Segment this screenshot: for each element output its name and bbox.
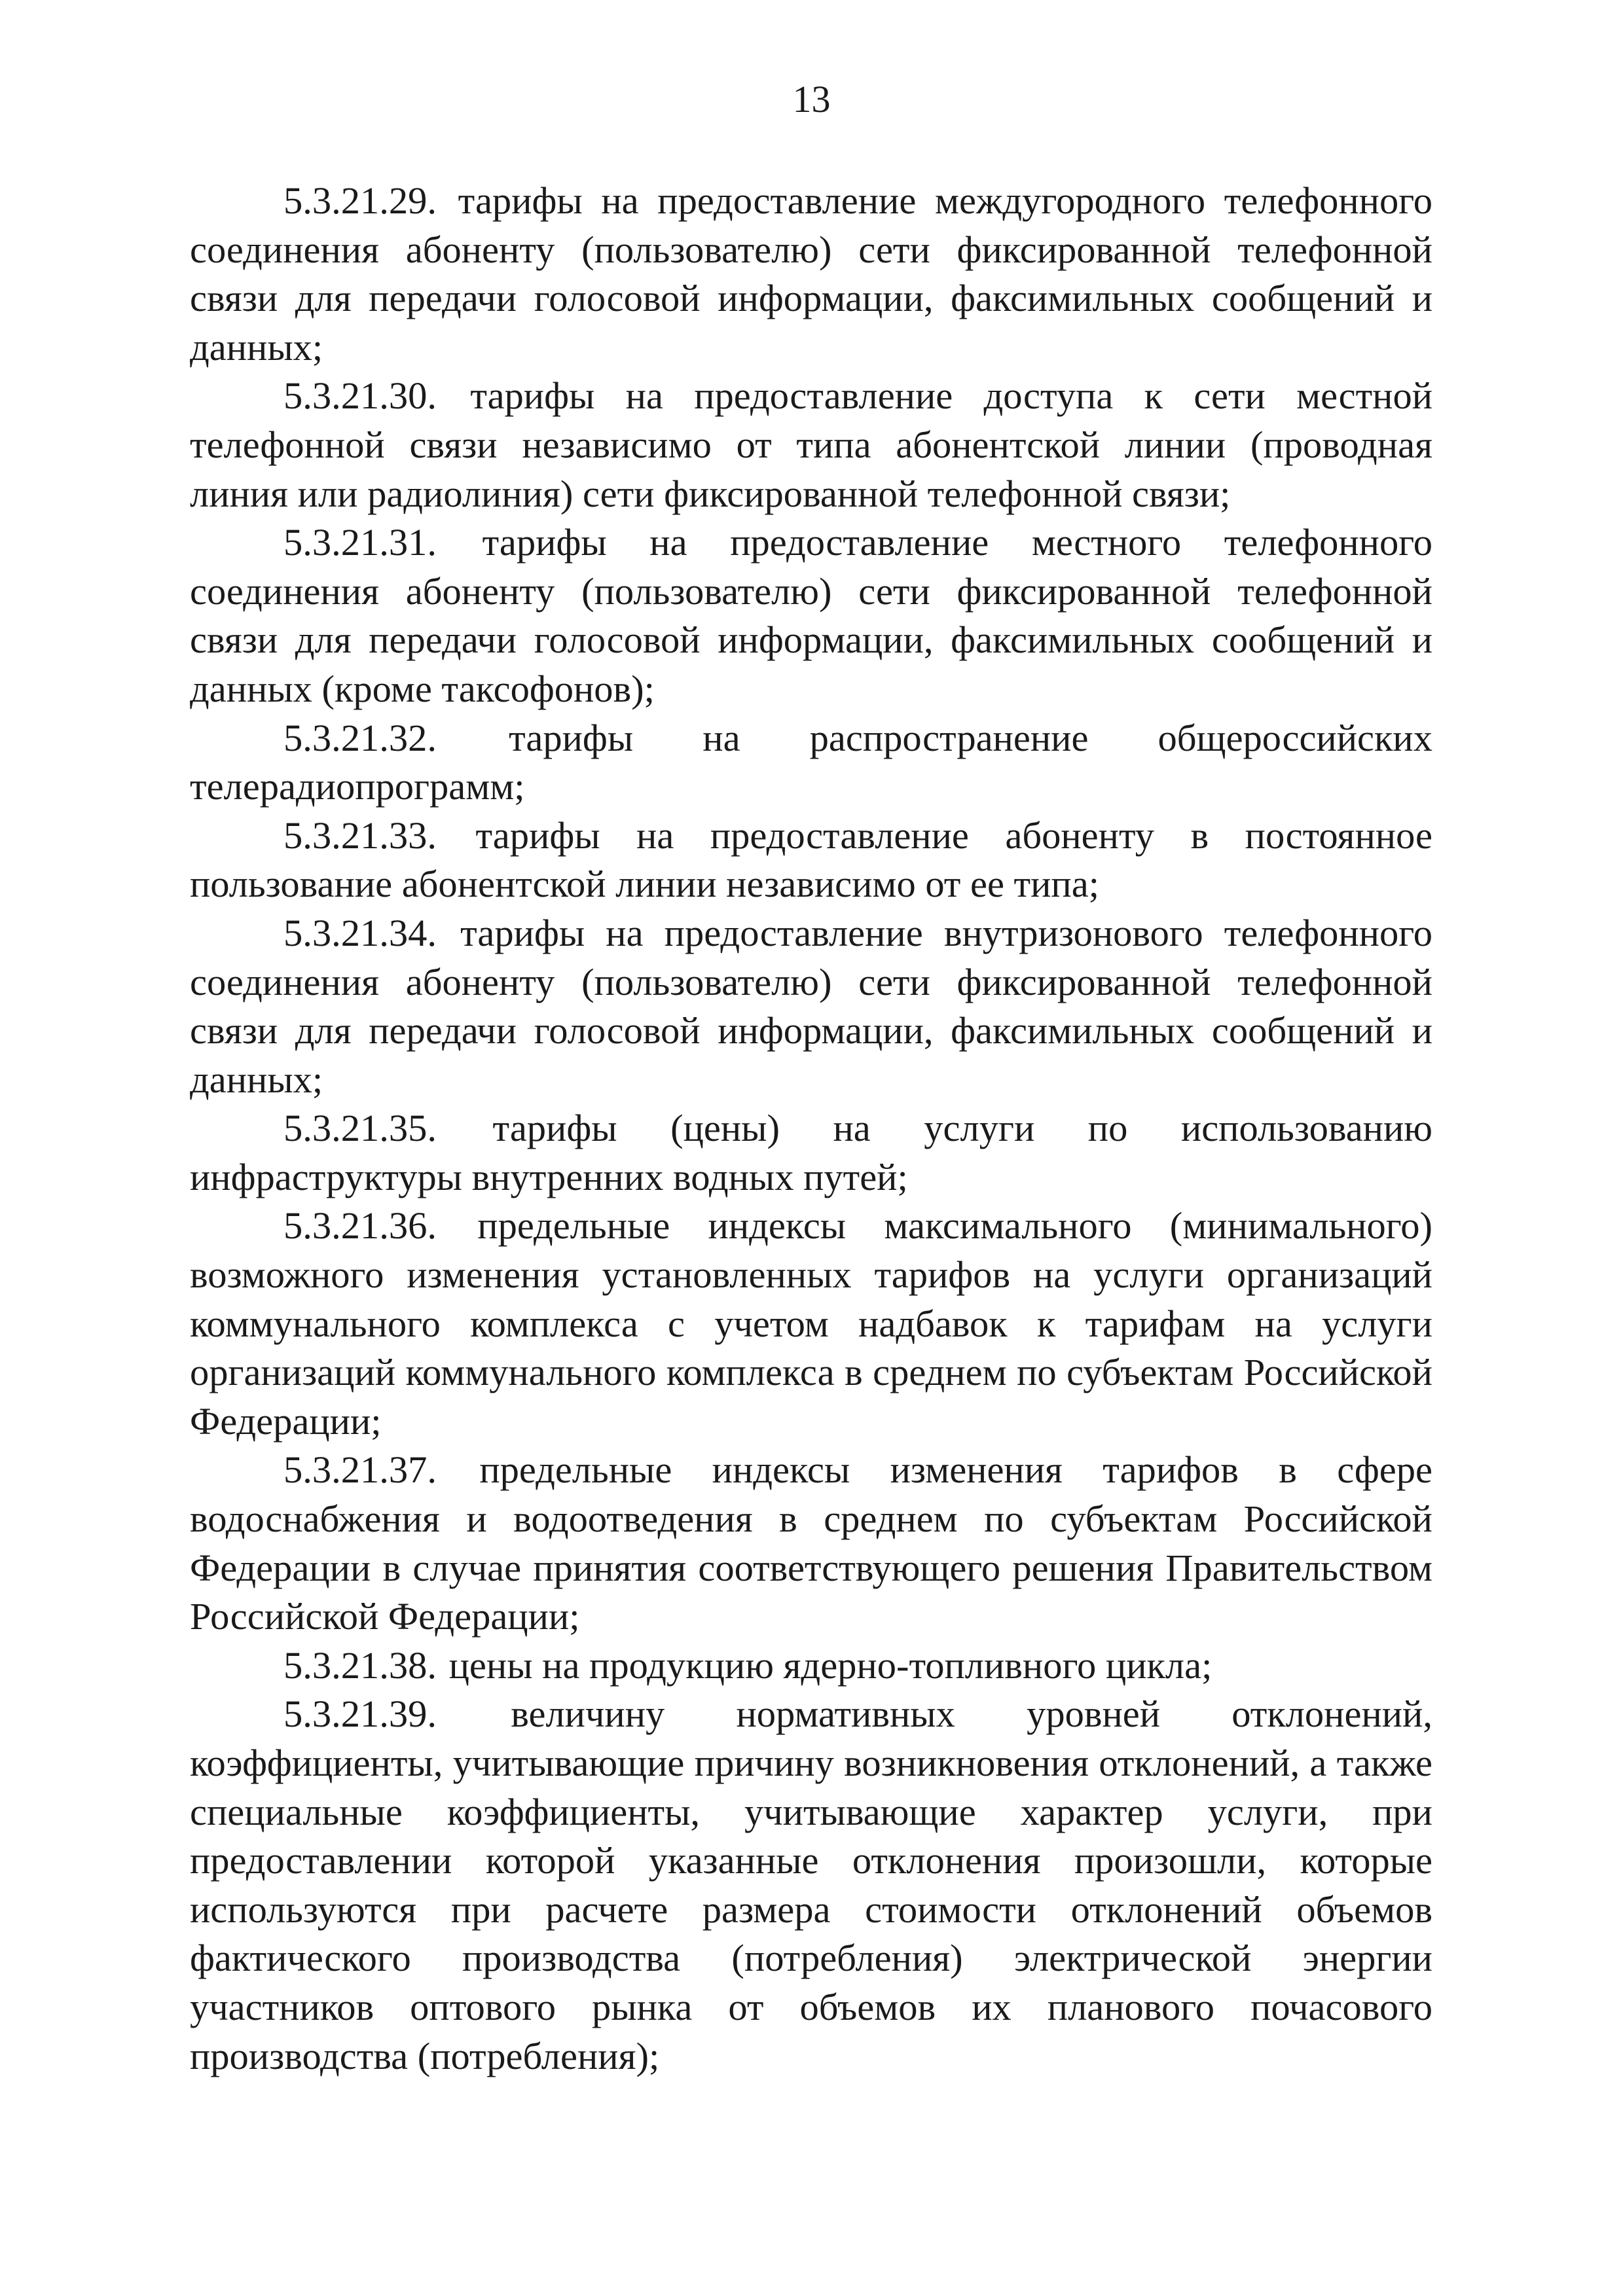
paragraph-text: величину нормативных уровней отклонений, коэффициенты, учитывающие причину возникновения отклонений, а также специальные коэффициенты, учитывающие характер услуги, при предоставлении которой указанные отклонения произошли, которые используются при расчете размера стоимости отклонений объемов фактического производства (потребления) электрической энергии участников оптового рынка от объемов их планового почасового производства (потребления); (190, 1693, 1432, 2077)
paragraph-number: 5.3.21.34. (283, 911, 437, 954)
paragraph-text: цены на продукцию ядерно-топливного цикла; (448, 1643, 1213, 1687)
paragraph-text: тарифы на распространение общероссийских телерадиопрограмм; (190, 716, 1432, 808)
paragraph-5-3-21-33 (190, 812, 1432, 909)
paragraph-number: 5.3.21.38. (283, 1643, 437, 1687)
paragraph-5-3-21-32 (190, 714, 1432, 812)
paragraph-5-3-21-38 (190, 1641, 1432, 1691)
paragraph-text: предельные индексы максимального (минимального) возможного изменения установленных тарифов на услуги организаций коммунального комплекса с учетом надбавок к тарифам на услуги организаций коммунального комплекса в среднем по субъектам Российской Федерации; (190, 1204, 1433, 1443)
paragraph-text: тарифы на предоставление абоненту в постоянное пользование абонентской линии независимо от ее типа; (190, 814, 1433, 906)
paragraph-text: тарифы на предоставление междугородного телефонного соединения абоненту (пользователю) сети фиксированной телефонной связи для передачи голосовой информации, факсимильных сообщений и данных; (190, 179, 1432, 368)
paragraph-5-3-21-34 (190, 909, 1432, 1104)
paragraph-5-3-21-31 (190, 518, 1432, 713)
paragraph-text: тарифы (цены) на услуги по использованию инфраструктуры внутренних водных путей; (190, 1107, 1432, 1198)
paragraph-text: предельные индексы изменения тарифов в сфере водоснабжения и водоотведения в среднем по субъектам Российской Федерации в случае принятия соответствующего решения Правительством Российской Федерации; (190, 1448, 1432, 1638)
paragraph-5-3-21-30 (190, 372, 1432, 518)
document-body (190, 177, 1432, 2081)
paragraph-5-3-21-37 (190, 1446, 1432, 1641)
paragraph-number: 5.3.21.36. (283, 1204, 437, 1247)
paragraph-number: 5.3.21.33. (283, 814, 437, 857)
paragraph-number: 5.3.21.37. (283, 1448, 437, 1492)
paragraph-number: 5.3.21.35. (283, 1107, 437, 1150)
paragraph-5-3-21-36 (190, 1202, 1432, 1446)
paragraph-5-3-21-29 (190, 177, 1432, 372)
paragraph-text: тарифы на предоставление доступа к сети местной телефонной связи независимо от типа абонентской линии (проводная линия или радиолиния) сети фиксированной телефонной связи; (190, 374, 1432, 515)
paragraph-text: тарифы на предоставление внутризонового телефонного соединения абоненту (пользователю) сети фиксированной телефонной связи для передачи голосовой информации, факсимильных сообщений и данных; (190, 911, 1433, 1101)
page-number: 13 (792, 78, 831, 120)
paragraph-number: 5.3.21.29. (283, 179, 437, 222)
paragraph-text: тарифы на предоставление местного телефонного соединения абоненту (пользователю) сети фиксированной телефонной связи для передачи голосовой информации, факсимильных сообщений и данных (кроме таксофонов); (190, 521, 1433, 710)
paragraph-number: 5.3.21.31. (283, 521, 437, 564)
paragraph-number: 5.3.21.32. (283, 716, 437, 759)
paragraph-5-3-21-35 (190, 1104, 1432, 1202)
paragraph-5-3-21-39 (190, 1690, 1432, 2081)
paragraph-number: 5.3.21.39. (283, 1693, 437, 1736)
paragraph-number: 5.3.21.30. (283, 374, 437, 418)
